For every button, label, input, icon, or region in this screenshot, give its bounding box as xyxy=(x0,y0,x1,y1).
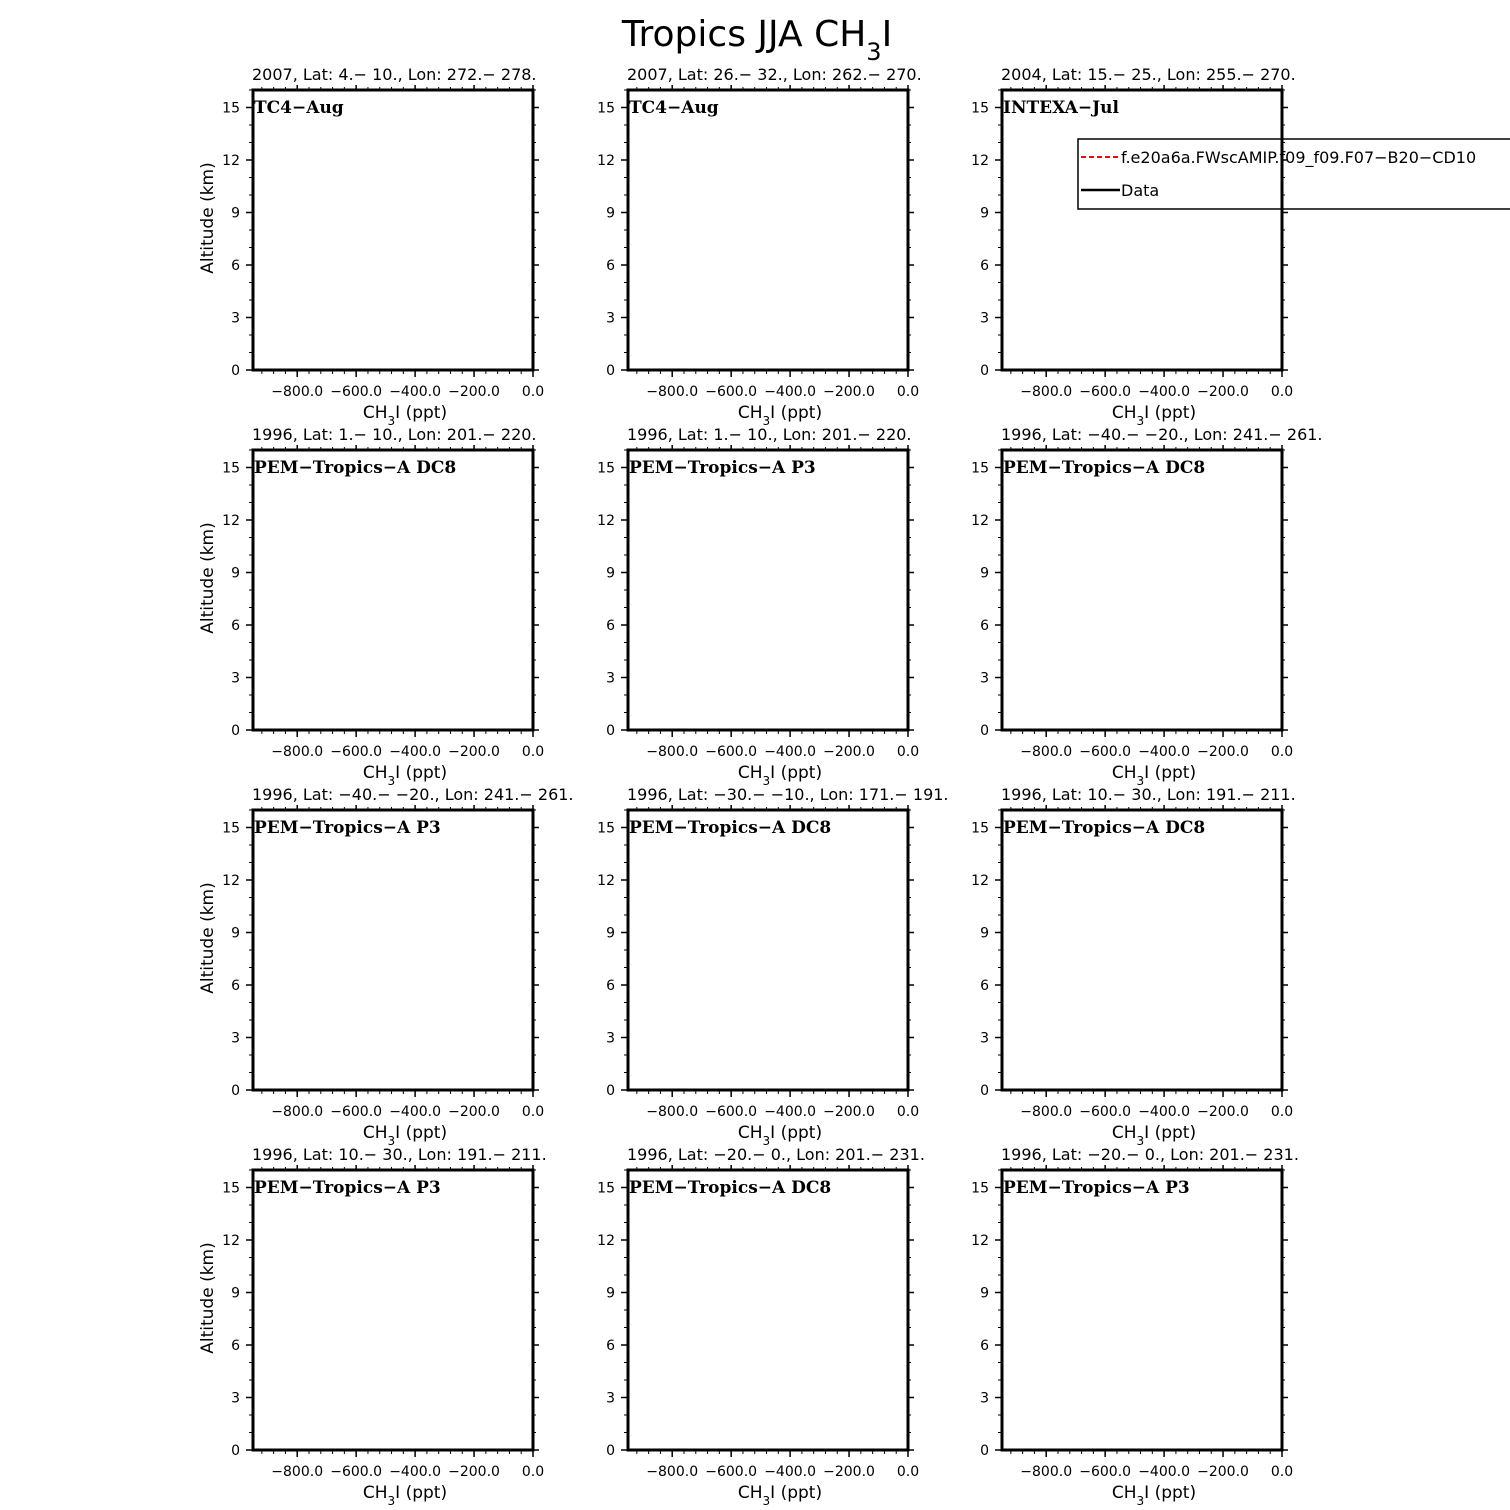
x-tick-label: −200.0 xyxy=(448,1464,500,1480)
y-tick-label: 15 xyxy=(597,1180,615,1197)
y-tick-label: 9 xyxy=(980,205,989,222)
x-tick-label: −400.0 xyxy=(1138,384,1191,400)
y-tick-label: 9 xyxy=(606,205,615,222)
x-axis-label-subscript: 3 xyxy=(762,774,771,788)
y-axis-label: Altitude (km) xyxy=(198,882,218,994)
x-axis-label-part: CH xyxy=(737,1123,763,1143)
x-tick-label: −800.0 xyxy=(646,1464,699,1480)
y-tick-label: 12 xyxy=(597,513,615,529)
campaign-label: PEM−Tropics−A DC8 xyxy=(1003,458,1206,478)
y-tick-label: 9 xyxy=(606,565,615,582)
x-axis-label-part: CH xyxy=(1111,403,1137,423)
y-tick-label: 3 xyxy=(231,1030,240,1047)
x-tick-label: −600.0 xyxy=(705,744,758,760)
y-tick-label: 6 xyxy=(980,1338,989,1354)
x-axis-label-subscript: 3 xyxy=(762,414,771,428)
campaign-label: PEM−Tropics−A P3 xyxy=(1003,1178,1190,1198)
panel-title: 2007, Lat: 4.− 10., Lon: 272.− 278. xyxy=(252,65,537,84)
y-tick-label: 6 xyxy=(231,1338,240,1354)
x-axis-label-part: I (ppt) xyxy=(770,403,823,423)
y-tick-label: 15 xyxy=(597,100,615,117)
x-tick-label: −400.0 xyxy=(1138,1104,1191,1120)
y-tick-label: 6 xyxy=(231,258,240,274)
x-tick-label: 0.0 xyxy=(896,1104,920,1120)
x-tick-label: −600.0 xyxy=(330,744,383,760)
x-tick-label: −800.0 xyxy=(271,1464,324,1480)
y-tick-label: 0 xyxy=(606,723,615,739)
y-tick-label: 6 xyxy=(231,978,240,994)
y-tick-label: 3 xyxy=(231,670,240,687)
x-tick-label: −800.0 xyxy=(646,744,699,760)
y-tick-label: 6 xyxy=(606,978,615,994)
panel-title: 1996, Lat: −30.− −10., Lon: 171.− 191. xyxy=(627,785,949,804)
x-axis-label-subscript: 3 xyxy=(1136,1494,1145,1508)
x-axis-label-subscript: 3 xyxy=(762,1494,771,1508)
x-tick-label: −200.0 xyxy=(823,384,875,400)
x-tick-label: −800.0 xyxy=(271,384,324,400)
y-tick-label: 15 xyxy=(971,820,989,837)
y-tick-label: 0 xyxy=(231,363,240,379)
x-tick-label: −200.0 xyxy=(448,1104,500,1120)
y-tick-label: 12 xyxy=(222,153,240,169)
x-tick-label: −200.0 xyxy=(1197,384,1249,400)
y-tick-label: 0 xyxy=(606,1443,615,1459)
y-tick-label: 0 xyxy=(231,723,240,739)
x-axis-label-part: CH xyxy=(1111,763,1137,783)
y-tick-label: 6 xyxy=(231,618,240,634)
y-tick-label: 6 xyxy=(980,258,989,274)
y-axis-label: Altitude (km) xyxy=(198,522,218,634)
x-tick-label: 0.0 xyxy=(1270,1464,1294,1480)
figure-title-subscript: 3 xyxy=(866,38,882,66)
y-tick-label: 12 xyxy=(597,1233,615,1249)
x-tick-label: −600.0 xyxy=(1079,1464,1132,1480)
figure-title-tail: I xyxy=(881,14,893,55)
y-axis-label: Altitude (km) xyxy=(198,1242,218,1354)
x-tick-label: −600.0 xyxy=(705,1104,758,1120)
figure-title-main: Tropics JJA CH xyxy=(621,14,867,55)
x-tick-label: −400.0 xyxy=(389,1104,442,1120)
x-tick-label: −400.0 xyxy=(1138,1464,1191,1480)
y-tick-label: 0 xyxy=(231,1083,240,1099)
y-tick-label: 15 xyxy=(222,100,240,117)
y-tick-label: 9 xyxy=(980,925,989,942)
panel-title: 2007, Lat: 26.− 32., Lon: 262.− 270. xyxy=(627,65,922,84)
y-tick-label: 15 xyxy=(222,820,240,837)
x-tick-label: −400.0 xyxy=(764,1104,817,1120)
y-tick-label: 6 xyxy=(980,978,989,994)
y-tick-label: 9 xyxy=(231,205,240,222)
x-tick-label: −800.0 xyxy=(646,384,699,400)
x-tick-label: 0.0 xyxy=(521,744,545,760)
y-tick-label: 0 xyxy=(606,1083,615,1099)
x-tick-label: −600.0 xyxy=(330,384,383,400)
y-tick-label: 0 xyxy=(980,1443,989,1459)
y-tick-label: 3 xyxy=(606,310,615,327)
campaign-label: PEM−Tropics−A P3 xyxy=(254,1178,441,1198)
y-tick-label: 12 xyxy=(971,513,989,529)
y-tick-label: 3 xyxy=(980,1030,989,1047)
x-axis-label-subscript: 3 xyxy=(387,774,396,788)
y-tick-label: 0 xyxy=(606,363,615,379)
y-tick-label: 3 xyxy=(980,670,989,687)
x-tick-label: 0.0 xyxy=(896,384,920,400)
x-tick-label: −400.0 xyxy=(1138,744,1191,760)
x-tick-label: 0.0 xyxy=(521,384,545,400)
y-tick-label: 15 xyxy=(971,460,989,477)
y-tick-label: 6 xyxy=(606,618,615,634)
x-axis-label-part: I (ppt) xyxy=(395,1483,448,1503)
x-tick-label: −800.0 xyxy=(271,744,324,760)
x-tick-label: −400.0 xyxy=(764,1464,817,1480)
y-tick-label: 15 xyxy=(222,460,240,477)
panel-title: 1996, Lat: −40.− −20., Lon: 241.− 261. xyxy=(1001,425,1323,444)
y-tick-label: 9 xyxy=(231,565,240,582)
x-axis-label-part: CH xyxy=(737,1483,763,1503)
x-tick-label: 0.0 xyxy=(521,1104,545,1120)
x-axis-label-part: I (ppt) xyxy=(770,1483,823,1503)
campaign-label: PEM−Tropics−A P3 xyxy=(254,818,441,838)
legend-label-model: f.e20a6a.FWscAMIP.f09_f09.F07−B20−CD10 xyxy=(1121,148,1477,167)
x-tick-label: −800.0 xyxy=(1020,384,1073,400)
x-tick-label: −600.0 xyxy=(1079,1104,1132,1120)
x-tick-label: −200.0 xyxy=(823,1464,875,1480)
y-tick-label: 6 xyxy=(980,618,989,634)
panel-title: 1996, Lat: 10.− 30., Lon: 191.− 211. xyxy=(252,1145,547,1164)
x-axis-label-part: I (ppt) xyxy=(770,1123,823,1143)
y-tick-label: 3 xyxy=(606,1390,615,1407)
x-tick-label: 0.0 xyxy=(896,1464,920,1480)
x-axis-label-subscript: 3 xyxy=(1136,1134,1145,1148)
y-tick-label: 12 xyxy=(222,513,240,529)
y-tick-label: 0 xyxy=(980,723,989,739)
y-tick-label: 3 xyxy=(980,1390,989,1407)
panel-title: 1996, Lat: 10.− 30., Lon: 191.− 211. xyxy=(1001,785,1296,804)
x-axis-label-part: CH xyxy=(737,403,763,423)
x-axis-label-part: I (ppt) xyxy=(395,403,448,423)
y-tick-label: 9 xyxy=(606,1285,615,1302)
x-axis-label-part: CH xyxy=(1111,1483,1137,1503)
x-axis-label-subscript: 3 xyxy=(387,414,396,428)
x-tick-label: −600.0 xyxy=(1079,384,1132,400)
x-tick-label: −800.0 xyxy=(271,1104,324,1120)
campaign-label: PEM−Tropics−A DC8 xyxy=(629,818,832,838)
x-tick-label: 0.0 xyxy=(1270,384,1294,400)
y-tick-label: 6 xyxy=(606,1338,615,1354)
x-tick-label: −800.0 xyxy=(1020,1464,1073,1480)
x-tick-label: −800.0 xyxy=(1020,1104,1073,1120)
y-tick-label: 3 xyxy=(606,1030,615,1047)
y-tick-label: 3 xyxy=(606,670,615,687)
y-tick-label: 12 xyxy=(597,873,615,889)
x-tick-label: −400.0 xyxy=(764,384,817,400)
panel-title: 2004, Lat: 15.− 25., Lon: 255.− 270. xyxy=(1001,65,1296,84)
x-tick-label: −800.0 xyxy=(1020,744,1073,760)
x-tick-label: −400.0 xyxy=(764,744,817,760)
campaign-label: INTEXA−Jul xyxy=(1003,98,1119,118)
panel-title: 1996, Lat: −20.− 0., Lon: 201.− 231. xyxy=(627,1145,925,1164)
x-axis-label-part: CH xyxy=(362,1123,388,1143)
campaign-label: PEM−Tropics−A DC8 xyxy=(629,1178,832,1198)
x-tick-label: −600.0 xyxy=(1079,744,1132,760)
x-tick-label: 0.0 xyxy=(521,1464,545,1480)
campaign-label: PEM−Tropics−A P3 xyxy=(629,458,816,478)
x-tick-label: 0.0 xyxy=(1270,1104,1294,1120)
x-axis-label-part: I (ppt) xyxy=(1144,1123,1197,1143)
y-tick-label: 6 xyxy=(606,258,615,274)
x-tick-label: −200.0 xyxy=(1197,1104,1249,1120)
y-tick-label: 3 xyxy=(231,1390,240,1407)
y-tick-label: 3 xyxy=(231,310,240,327)
y-tick-label: 12 xyxy=(222,1233,240,1249)
x-axis-label-part: I (ppt) xyxy=(770,763,823,783)
y-tick-label: 0 xyxy=(980,363,989,379)
x-axis-label-subscript: 3 xyxy=(387,1134,396,1148)
x-axis-label-part: CH xyxy=(362,763,388,783)
x-tick-label: −200.0 xyxy=(823,744,875,760)
x-axis-label-part: CH xyxy=(1111,1123,1137,1143)
x-axis-label-part: I (ppt) xyxy=(395,1123,448,1143)
y-tick-label: 3 xyxy=(980,310,989,327)
x-axis-label-subscript: 3 xyxy=(1136,774,1145,788)
y-tick-label: 9 xyxy=(231,1285,240,1302)
y-tick-label: 15 xyxy=(971,100,989,117)
panel-title: 1996, Lat: 1.− 10., Lon: 201.− 220. xyxy=(252,425,537,444)
y-tick-label: 0 xyxy=(980,1083,989,1099)
y-tick-label: 9 xyxy=(606,925,615,942)
legend-label-data: Data xyxy=(1121,181,1160,200)
x-tick-label: −200.0 xyxy=(823,1104,875,1120)
x-tick-label: 0.0 xyxy=(1270,744,1294,760)
panel-title: 1996, Lat: −40.− −20., Lon: 241.− 261. xyxy=(252,785,574,804)
x-axis-label-part: CH xyxy=(362,403,388,423)
panel-title: 1996, Lat: 1.− 10., Lon: 201.− 220. xyxy=(627,425,912,444)
y-tick-label: 12 xyxy=(971,873,989,889)
x-axis-label-part: CH xyxy=(362,1483,388,1503)
y-axis-label: Altitude (km) xyxy=(198,162,218,274)
x-axis-label-subscript: 3 xyxy=(1136,414,1145,428)
panel-title: 1996, Lat: −20.− 0., Lon: 201.− 231. xyxy=(1001,1145,1299,1164)
x-axis-label-part: I (ppt) xyxy=(1144,1483,1197,1503)
y-tick-label: 12 xyxy=(222,873,240,889)
x-tick-label: 0.0 xyxy=(896,744,920,760)
campaign-label: PEM−Tropics−A DC8 xyxy=(254,458,457,478)
campaign-label: TC4−Aug xyxy=(629,98,719,118)
y-tick-label: 12 xyxy=(971,1233,989,1249)
x-axis-label-part: I (ppt) xyxy=(1144,403,1197,423)
x-axis-label-part: I (ppt) xyxy=(395,763,448,783)
y-tick-label: 15 xyxy=(597,820,615,837)
campaign-label: TC4−Aug xyxy=(254,98,344,118)
x-axis-label-part: I (ppt) xyxy=(1144,763,1197,783)
x-tick-label: −200.0 xyxy=(448,744,500,760)
y-tick-label: 15 xyxy=(222,1180,240,1197)
x-tick-label: −400.0 xyxy=(389,384,442,400)
x-tick-label: −600.0 xyxy=(705,384,758,400)
x-tick-label: −600.0 xyxy=(330,1104,383,1120)
x-tick-label: −400.0 xyxy=(389,1464,442,1480)
x-axis-label-subscript: 3 xyxy=(387,1494,396,1508)
x-tick-label: −200.0 xyxy=(1197,1464,1249,1480)
y-tick-label: 9 xyxy=(980,1285,989,1302)
x-tick-label: −600.0 xyxy=(705,1464,758,1480)
y-tick-label: 9 xyxy=(231,925,240,942)
x-axis-label-subscript: 3 xyxy=(762,1134,771,1148)
y-tick-label: 9 xyxy=(980,565,989,582)
y-tick-label: 12 xyxy=(971,153,989,169)
y-tick-label: 0 xyxy=(231,1443,240,1459)
x-tick-label: −600.0 xyxy=(330,1464,383,1480)
x-tick-label: −200.0 xyxy=(1197,744,1249,760)
x-tick-label: −200.0 xyxy=(448,384,500,400)
campaign-label: PEM−Tropics−A DC8 xyxy=(1003,818,1206,838)
x-axis-label-part: CH xyxy=(737,763,763,783)
y-tick-label: 12 xyxy=(597,153,615,169)
y-tick-label: 15 xyxy=(597,460,615,477)
x-tick-label: −400.0 xyxy=(389,744,442,760)
x-tick-label: −800.0 xyxy=(646,1104,699,1120)
y-tick-label: 15 xyxy=(971,1180,989,1197)
